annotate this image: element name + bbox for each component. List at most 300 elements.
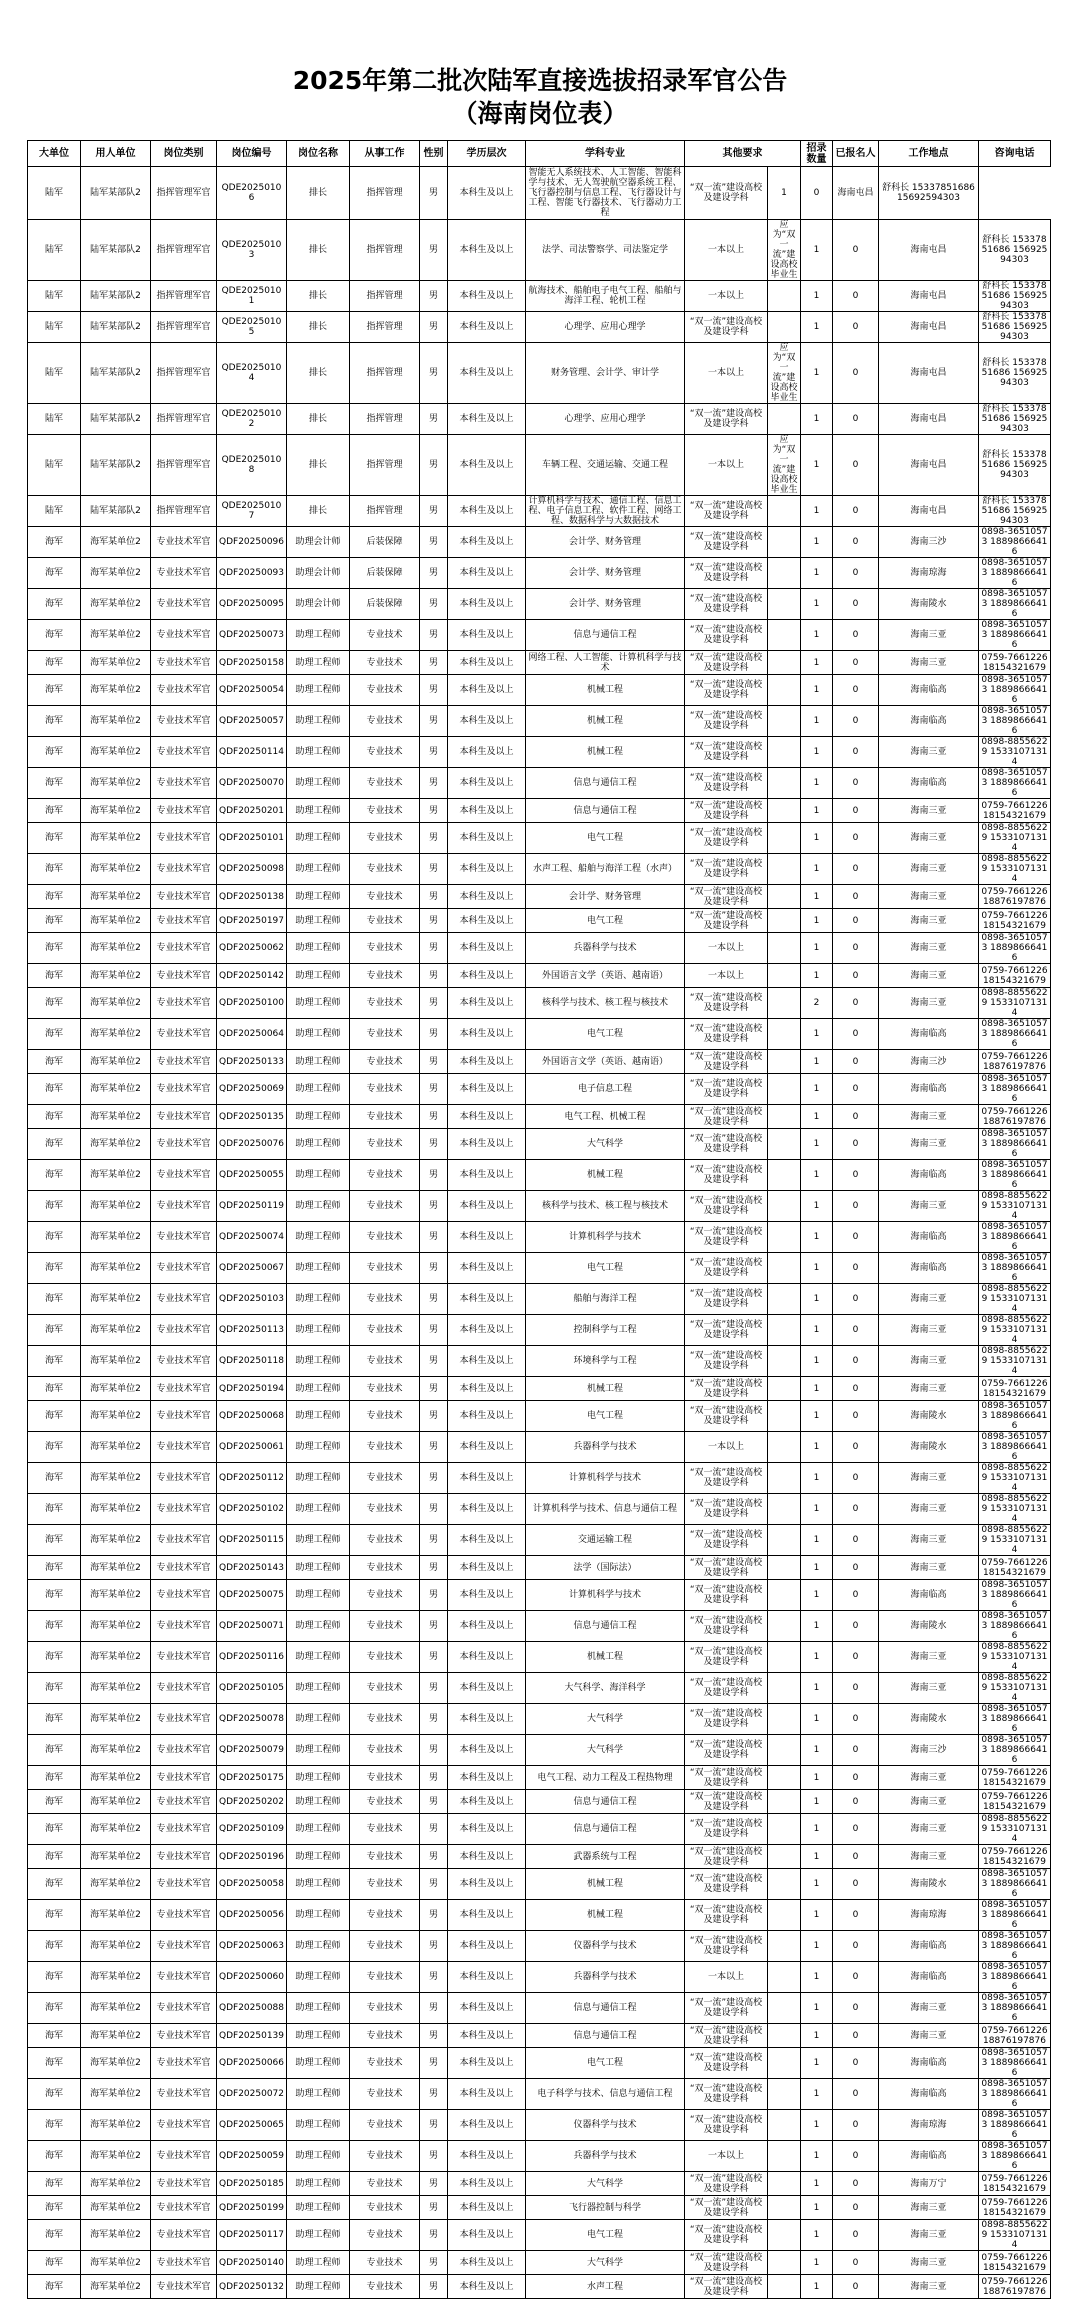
cell-hiring-unit: 海军某单位2 — [81, 1704, 151, 1735]
cell-education: 本科生及以上 — [448, 1525, 526, 1556]
cell-other-req-a: “双一流”建设高校及建设学科 — [685, 558, 768, 589]
cell-location: 海南三亚 — [879, 2196, 979, 2220]
cell-registered: 0 — [833, 1766, 879, 1790]
cell-major: 机械工程 — [526, 1160, 685, 1191]
header-post-category: 岗位类别 — [151, 141, 217, 167]
table-row — [28, 2196, 1051, 2220]
cell-quota: 1 — [801, 909, 833, 933]
cell-work-type: 指挥管理 — [350, 496, 420, 527]
table-row — [28, 964, 1051, 988]
cell-quota: 1 — [801, 933, 833, 964]
cell-location: 海南陵水 — [879, 1432, 979, 1463]
cell-location: 海南屯昌 — [879, 404, 979, 435]
table-row — [28, 404, 1051, 435]
cell-education: 本科生及以上 — [448, 1931, 526, 1962]
cell-registered: 0 — [833, 1845, 879, 1869]
cell-other-req-b — [768, 2220, 801, 2251]
cell-quota: 2 — [801, 988, 833, 1019]
cell-hiring-unit: 海军某单位2 — [81, 1074, 151, 1105]
cell-major-unit: 海军 — [28, 589, 81, 620]
cell-other-req-b: 1 — [768, 167, 801, 220]
cell-quota: 1 — [801, 527, 833, 558]
cell-location: 海南三亚 — [879, 1377, 979, 1401]
cell-other-req-b — [768, 2172, 801, 2196]
cell-other-req-a: “双一流”建设高校及建设学科 — [685, 706, 768, 737]
cell-gender: 男 — [420, 1253, 448, 1284]
cell-quota: 1 — [801, 1160, 833, 1191]
cell-registered: 0 — [833, 1315, 879, 1346]
cell-quota: 1 — [801, 1432, 833, 1463]
cell-post-category: 指挥管理军官 — [151, 312, 217, 343]
cell-work-type: 专业技术 — [350, 933, 420, 964]
cell-quota: 1 — [801, 1845, 833, 1869]
cell-phone: 0898-88556229 15331071314 — [979, 1191, 1051, 1222]
cell-post-name: 助理工程师 — [287, 1962, 350, 1993]
cell-quota: 1 — [801, 2275, 833, 2299]
cell-phone: 舒科长 15337851686 15692594303 — [979, 435, 1051, 496]
cell-other-req-a: “双一流”建设高校及建设学科 — [685, 1401, 768, 1432]
cell-education: 本科生及以上 — [448, 1401, 526, 1432]
cell-post-category: 专业技术军官 — [151, 1814, 217, 1845]
cell-major-unit: 海军 — [28, 1253, 81, 1284]
cell-major: 网络工程、人工智能、计算机科学与技术 — [526, 651, 685, 675]
cell-work-type: 专业技术 — [350, 823, 420, 854]
cell-phone: 0898-36510573 18898666416 — [979, 2110, 1051, 2141]
cell-major-unit: 海军 — [28, 1494, 81, 1525]
cell-work-type: 专业技术 — [350, 1191, 420, 1222]
cell-post-category: 专业技术军官 — [151, 909, 217, 933]
cell-other-req-a: “双一流”建设高校及建设学科 — [685, 1704, 768, 1735]
cell-hiring-unit: 海军某单位2 — [81, 1105, 151, 1129]
cell-phone: 0898-88556229 15331071314 — [979, 1525, 1051, 1556]
cell-phone: 0898-88556229 15331071314 — [979, 1494, 1051, 1525]
table-row — [28, 823, 1051, 854]
cell-location: 海南三亚 — [879, 885, 979, 909]
cell-education: 本科生及以上 — [448, 1611, 526, 1642]
cell-hiring-unit: 陆军某部队2 — [81, 404, 151, 435]
cell-other-req-b — [768, 1556, 801, 1580]
table-row — [28, 885, 1051, 909]
cell-work-type: 指挥管理 — [350, 167, 420, 220]
cell-education: 本科生及以上 — [448, 1735, 526, 1766]
cell-registered: 0 — [833, 885, 879, 909]
cell-post-name: 助理工程师 — [287, 1642, 350, 1673]
cell-other-req-a: “双一流”建设高校及建设学科 — [685, 1191, 768, 1222]
cell-major-unit: 海军 — [28, 1931, 81, 1962]
cell-other-req-a: “双一流”建设高校及建设学科 — [685, 2251, 768, 2275]
cell-major: 电气工程、动力工程及工程热物理 — [526, 1766, 685, 1790]
cell-post-category: 专业技术军官 — [151, 1704, 217, 1735]
cell-registered: 0 — [833, 2196, 879, 2220]
cell-work-type: 专业技术 — [350, 2110, 420, 2141]
table-row — [28, 2172, 1051, 2196]
cell-education: 本科生及以上 — [448, 1845, 526, 1869]
cell-location: 海南临高 — [879, 1019, 979, 1050]
cell-post-code: QDF20250054 — [217, 675, 287, 706]
cell-hiring-unit: 海军某单位2 — [81, 589, 151, 620]
cell-hiring-unit: 海军某单位2 — [81, 909, 151, 933]
cell-location: 海南陵水 — [879, 1704, 979, 1735]
cell-quota: 1 — [801, 1900, 833, 1931]
cell-post-name: 助理工程师 — [287, 1766, 350, 1790]
cell-post-category: 专业技术军官 — [151, 1253, 217, 1284]
cell-quota: 1 — [801, 1525, 833, 1556]
cell-education: 本科生及以上 — [448, 2196, 526, 2220]
cell-phone: 0898-36510573 18898666416 — [979, 1962, 1051, 1993]
cell-location: 海南三亚 — [879, 1790, 979, 1814]
cell-major: 航海技术、船舶电子电气工程、船舶与海洋工程、轮机工程 — [526, 281, 685, 312]
cell-post-category: 专业技术军官 — [151, 1611, 217, 1642]
cell-registered: 0 — [833, 1580, 879, 1611]
cell-hiring-unit: 海军某单位2 — [81, 620, 151, 651]
cell-post-name: 助理工程师 — [287, 1814, 350, 1845]
cell-gender: 男 — [420, 343, 448, 404]
cell-hiring-unit: 陆军某部队2 — [81, 167, 151, 220]
cell-education: 本科生及以上 — [448, 1993, 526, 2024]
cell-hiring-unit: 海军某单位2 — [81, 1900, 151, 1931]
cell-other-req-a: “双一流”建设高校及建设学科 — [685, 2079, 768, 2110]
cell-post-name: 助理工程师 — [287, 1845, 350, 1869]
table-row — [28, 2024, 1051, 2048]
cell-hiring-unit: 海军某单位2 — [81, 1315, 151, 1346]
cell-post-code: QDF20250096 — [217, 527, 287, 558]
cell-education: 本科生及以上 — [448, 281, 526, 312]
cell-post-name: 排长 — [287, 404, 350, 435]
cell-major-unit: 海军 — [28, 988, 81, 1019]
cell-other-req-b — [768, 706, 801, 737]
cell-location: 海南临高 — [879, 768, 979, 799]
cell-other-req-b — [768, 1050, 801, 1074]
table-row — [28, 589, 1051, 620]
cell-major-unit: 海军 — [28, 2079, 81, 2110]
cell-post-name: 助理工程师 — [287, 2110, 350, 2141]
cell-major-unit: 海军 — [28, 1105, 81, 1129]
cell-phone: 0898-36510573 18898666416 — [979, 1074, 1051, 1105]
cell-post-category: 专业技术军官 — [151, 589, 217, 620]
cell-quota: 1 — [801, 1050, 833, 1074]
cell-major: 仪器科学与技术 — [526, 2110, 685, 2141]
cell-other-req-a: “双一流”建设高校及建设学科 — [685, 1869, 768, 1900]
cell-work-type: 专业技术 — [350, 1931, 420, 1962]
cell-hiring-unit: 海军某单位2 — [81, 768, 151, 799]
cell-major: 机械工程 — [526, 1377, 685, 1401]
cell-quota: 1 — [801, 1315, 833, 1346]
cell-post-code: QDF20250117 — [217, 2220, 287, 2251]
cell-registered: 0 — [833, 737, 879, 768]
cell-other-req-b — [768, 527, 801, 558]
cell-other-req-b — [768, 1253, 801, 1284]
cell-post-code: QDF20250070 — [217, 768, 287, 799]
cell-work-type: 专业技术 — [350, 2141, 420, 2172]
cell-phone: 0759-7661226 18154321679 — [979, 1556, 1051, 1580]
cell-education: 本科生及以上 — [448, 2220, 526, 2251]
cell-hiring-unit: 海军某单位2 — [81, 1814, 151, 1845]
cell-quota: 1 — [801, 1673, 833, 1704]
cell-registered: 0 — [833, 933, 879, 964]
cell-post-name: 助理工程师 — [287, 737, 350, 768]
cell-phone: 0759-7661226 18154321679 — [979, 2251, 1051, 2275]
cell-hiring-unit: 海军某单位2 — [81, 1525, 151, 1556]
cell-education: 本科生及以上 — [448, 1580, 526, 1611]
cell-quota: 1 — [801, 1962, 833, 1993]
cell-quota: 1 — [801, 1611, 833, 1642]
cell-education: 本科生及以上 — [448, 558, 526, 589]
table-row — [28, 1346, 1051, 1377]
cell-post-name: 助理工程师 — [287, 909, 350, 933]
cell-quota: 1 — [801, 799, 833, 823]
cell-location: 海南陵水 — [879, 1869, 979, 1900]
cell-location: 海南陵水 — [879, 1401, 979, 1432]
cell-hiring-unit: 陆军某部队2 — [81, 435, 151, 496]
cell-work-type: 专业技术 — [350, 2079, 420, 2110]
cell-post-name: 排长 — [287, 435, 350, 496]
cell-gender: 男 — [420, 1845, 448, 1869]
cell-work-type: 专业技术 — [350, 1993, 420, 2024]
cell-gender: 男 — [420, 2110, 448, 2141]
cell-major: 核科学与技术、核工程与核技术 — [526, 1191, 685, 1222]
cell-post-category: 指挥管理军官 — [151, 343, 217, 404]
header-major: 学科专业 — [526, 141, 685, 167]
cell-other-req-a: “双一流”建设高校及建设学科 — [685, 1019, 768, 1050]
table-row — [28, 799, 1051, 823]
cell-quota: 1 — [801, 496, 833, 527]
cell-major-unit: 海军 — [28, 2275, 81, 2299]
table-row — [28, 706, 1051, 737]
cell-registered: 0 — [833, 1931, 879, 1962]
cell-phone: 0898-36510573 18898666416 — [979, 1401, 1051, 1432]
cell-education: 本科生及以上 — [448, 1019, 526, 1050]
cell-post-name: 助理工程师 — [287, 1931, 350, 1962]
cell-phone: 0898-36510573 18898666416 — [979, 527, 1051, 558]
cell-location: 海南琼海 — [879, 1900, 979, 1931]
cell-post-category: 专业技术军官 — [151, 1790, 217, 1814]
table-row — [28, 1401, 1051, 1432]
cell-other-req-b — [768, 1105, 801, 1129]
cell-post-category: 专业技术军官 — [151, 1129, 217, 1160]
cell-registered: 0 — [833, 1074, 879, 1105]
cell-phone: 0898-36510573 18898666416 — [979, 1931, 1051, 1962]
cell-phone: 0759-7661226 18876197876 — [979, 2275, 1051, 2299]
cell-location: 海南屯昌 — [879, 220, 979, 281]
cell-post-category: 专业技术军官 — [151, 768, 217, 799]
cell-hiring-unit: 海军某单位2 — [81, 1377, 151, 1401]
cell-post-code: QDF20250076 — [217, 1129, 287, 1160]
cell-gender: 男 — [420, 281, 448, 312]
cell-quota: 1 — [801, 1222, 833, 1253]
cell-education: 本科生及以上 — [448, 988, 526, 1019]
cell-gender: 男 — [420, 1869, 448, 1900]
cell-registered: 0 — [833, 675, 879, 706]
cell-other-req-a: “双一流”建设高校及建设学科 — [685, 1050, 768, 1074]
cell-gender: 男 — [420, 854, 448, 885]
cell-other-req-a: “双一流”建设高校及建设学科 — [685, 909, 768, 933]
cell-hiring-unit: 海军某单位2 — [81, 1766, 151, 1790]
cell-education: 本科生及以上 — [448, 854, 526, 885]
cell-work-type: 专业技术 — [350, 2220, 420, 2251]
cell-phone: 0898-88556229 15331071314 — [979, 1673, 1051, 1704]
cell-major: 心理学、应用心理学 — [526, 312, 685, 343]
cell-work-type: 专业技术 — [350, 675, 420, 706]
cell-phone: 0898-88556229 15331071314 — [979, 988, 1051, 1019]
cell-quota: 1 — [801, 620, 833, 651]
cell-work-type: 专业技术 — [350, 1869, 420, 1900]
cell-quota: 1 — [801, 2048, 833, 2079]
cell-work-type: 专业技术 — [350, 2024, 420, 2048]
cell-post-name: 助理工程师 — [287, 1105, 350, 1129]
cell-post-code: QDF20250066 — [217, 2048, 287, 2079]
cell-major: 机械工程 — [526, 1869, 685, 1900]
cell-other-req-b — [768, 2141, 801, 2172]
cell-education: 本科生及以上 — [448, 1494, 526, 1525]
cell-work-type: 专业技术 — [350, 1900, 420, 1931]
cell-post-name: 助理工程师 — [287, 1315, 350, 1346]
cell-quota: 1 — [801, 2251, 833, 2275]
cell-quota: 1 — [801, 1766, 833, 1790]
cell-post-name: 助理工程师 — [287, 1869, 350, 1900]
cell-post-code: QDF20250185 — [217, 2172, 287, 2196]
cell-phone: 0898-36510573 18898666416 — [979, 1580, 1051, 1611]
cell-location: 海南万宁 — [879, 2172, 979, 2196]
cell-post-category: 专业技术军官 — [151, 1050, 217, 1074]
cell-post-category: 专业技术军官 — [151, 558, 217, 589]
cell-quota: 1 — [801, 1580, 833, 1611]
cell-location: 海南三亚 — [879, 799, 979, 823]
cell-location: 海南三亚 — [879, 1494, 979, 1525]
cell-major: 控制科学与工程 — [526, 1315, 685, 1346]
cell-post-name: 助理工程师 — [287, 2251, 350, 2275]
cell-post-code: QDF20250133 — [217, 1050, 287, 1074]
table-row — [28, 1673, 1051, 1704]
cell-major-unit: 海军 — [28, 675, 81, 706]
table-row — [28, 1900, 1051, 1931]
cell-location: 海南三亚 — [879, 1766, 979, 1790]
cell-phone: 0898-36510573 18898666416 — [979, 1611, 1051, 1642]
cell-other-req-b — [768, 2251, 801, 2275]
cell-post-code: QDF20250100 — [217, 988, 287, 1019]
cell-education: 本科生及以上 — [448, 1377, 526, 1401]
cell-other-req-b — [768, 1735, 801, 1766]
cell-other-req-a: “双一流”建设高校及建设学科 — [685, 823, 768, 854]
cell-education: 本科生及以上 — [448, 1900, 526, 1931]
cell-phone: 0759-7661226 18876197876 — [979, 1050, 1051, 1074]
cell-education: 本科生及以上 — [448, 1191, 526, 1222]
cell-phone: 0898-36510573 18898666416 — [979, 620, 1051, 651]
cell-other-req-b — [768, 1766, 801, 1790]
cell-phone: 0898-36510573 18898666416 — [979, 1253, 1051, 1284]
cell-post-category: 专业技术军官 — [151, 2110, 217, 2141]
cell-other-req-b — [768, 2024, 801, 2048]
cell-work-type: 后装保障 — [350, 589, 420, 620]
cell-quota: 1 — [801, 1401, 833, 1432]
cell-hiring-unit: 海军某单位2 — [81, 737, 151, 768]
table-row — [28, 2110, 1051, 2141]
cell-major-unit: 陆军 — [28, 404, 81, 435]
cell-post-name: 助理工程师 — [287, 706, 350, 737]
cell-phone: 舒科长 15337851686 15692594303 — [979, 281, 1051, 312]
cell-other-req-a: “双一流”建设高校及建设学科 — [685, 167, 768, 220]
cell-gender: 男 — [420, 768, 448, 799]
cell-major: 会计学、财务管理 — [526, 527, 685, 558]
cell-post-name: 助理工程师 — [287, 1525, 350, 1556]
cell-quota: 1 — [801, 558, 833, 589]
cell-major: 电子信息工程 — [526, 1074, 685, 1105]
cell-registered: 0 — [833, 1401, 879, 1432]
cell-major-unit: 海军 — [28, 527, 81, 558]
cell-gender: 男 — [420, 1931, 448, 1962]
cell-hiring-unit: 海军某单位2 — [81, 1494, 151, 1525]
cell-other-req-a: “双一流”建设高校及建设学科 — [685, 1611, 768, 1642]
cell-work-type: 专业技术 — [350, 1845, 420, 1869]
cell-phone: 0898-36510573 18898666416 — [979, 706, 1051, 737]
cell-other-req-a: “双一流”建设高校及建设学科 — [685, 1074, 768, 1105]
cell-gender: 男 — [420, 651, 448, 675]
cell-other-req-a: “双一流”建设高校及建设学科 — [685, 1735, 768, 1766]
cell-location: 海南临高 — [879, 706, 979, 737]
cell-other-req-a: “双一流”建设高校及建设学科 — [685, 527, 768, 558]
cell-education: 本科生及以上 — [448, 2141, 526, 2172]
table-row — [28, 1766, 1051, 1790]
cell-major: 大气科学 — [526, 1735, 685, 1766]
cell-other-req-b — [768, 1814, 801, 1845]
cell-other-req-a: “双一流”建设高校及建设学科 — [685, 1790, 768, 1814]
cell-other-req-b — [768, 1931, 801, 1962]
cell-hiring-unit: 海军某单位2 — [81, 1191, 151, 1222]
cell-phone: 0898-88556229 15331071314 — [979, 1814, 1051, 1845]
cell-quota: 1 — [801, 435, 833, 496]
cell-post-category: 专业技术军官 — [151, 706, 217, 737]
table-row — [28, 1611, 1051, 1642]
cell-work-type: 专业技术 — [350, 2048, 420, 2079]
cell-other-req-a: “双一流”建设高校及建设学科 — [685, 1222, 768, 1253]
table-row — [28, 2141, 1051, 2172]
table-row — [28, 1074, 1051, 1105]
cell-other-req-a: “双一流”建设高校及建设学科 — [685, 1900, 768, 1931]
cell-post-name: 助理工程师 — [287, 2024, 350, 2048]
cell-phone: 0759-7661226 18876197876 — [979, 2024, 1051, 2048]
cell-major-unit: 海军 — [28, 799, 81, 823]
cell-education: 本科生及以上 — [448, 2024, 526, 2048]
cell-post-code: QDF20250158 — [217, 651, 287, 675]
cell-phone: 0898-36510573 18898666416 — [979, 933, 1051, 964]
cell-work-type: 专业技术 — [350, 799, 420, 823]
cell-major: 心理学、应用心理学 — [526, 404, 685, 435]
cell-post-category: 专业技术军官 — [151, 799, 217, 823]
cell-other-req-b — [768, 768, 801, 799]
cell-other-req-b — [768, 1611, 801, 1642]
cell-post-category: 专业技术军官 — [151, 1432, 217, 1463]
cell-post-code: QDF20250060 — [217, 1962, 287, 1993]
cell-hiring-unit: 陆军某部队2 — [81, 496, 151, 527]
cell-registered: 0 — [833, 1525, 879, 1556]
cell-other-req-b: 应为“双一流”建设高校毕业生 — [768, 343, 801, 404]
cell-post-code: QDF20250064 — [217, 1019, 287, 1050]
cell-registered: 0 — [833, 1704, 879, 1735]
cell-post-name: 助理工程师 — [287, 620, 350, 651]
cell-other-req-b — [768, 558, 801, 589]
cell-post-category: 专业技术军官 — [151, 854, 217, 885]
cell-registered: 0 — [833, 404, 879, 435]
cell-post-category: 专业技术军官 — [151, 1735, 217, 1766]
cell-post-code: QDF20250098 — [217, 854, 287, 885]
cell-other-req-a: “双一流”建设高校及建设学科 — [685, 2220, 768, 2251]
cell-registered: 0 — [833, 1735, 879, 1766]
cell-education: 本科生及以上 — [448, 1869, 526, 1900]
cell-other-req-b — [768, 1129, 801, 1160]
cell-post-name: 排长 — [287, 343, 350, 404]
cell-other-req-b — [768, 651, 801, 675]
cell-major: 机械工程 — [526, 1900, 685, 1931]
cell-gender: 男 — [420, 1993, 448, 2024]
